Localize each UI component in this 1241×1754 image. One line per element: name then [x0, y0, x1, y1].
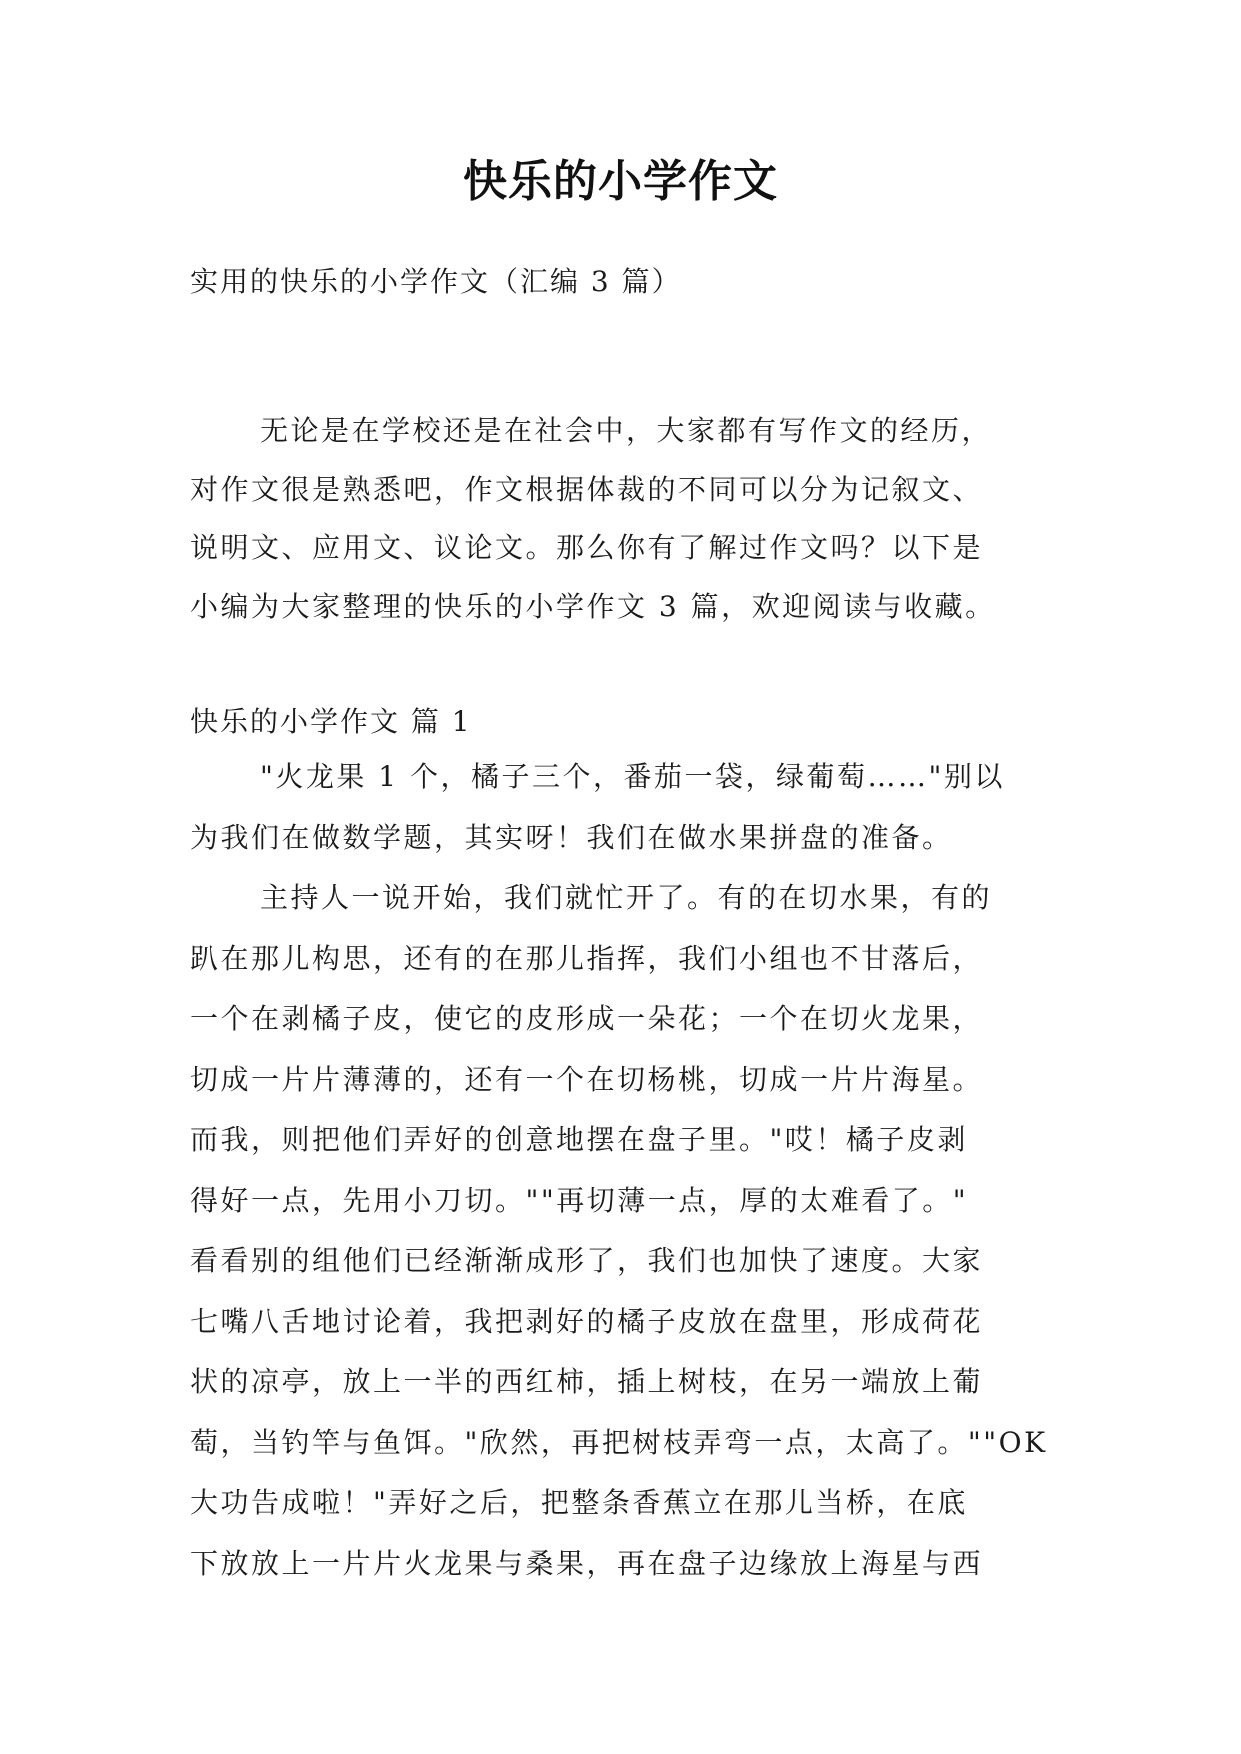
intro-line: 说明文、应用文、议论文。那么你有了解过作文吗？以下是 — [190, 531, 984, 564]
paragraph-line: "火龙果 1 个，橘子三个，番茄一袋，绿葡萄……"别以 — [260, 760, 1005, 793]
paragraph-line: 状的凉亭，放上一半的西红柿，插上树枝，在另一端放上葡 — [190, 1365, 984, 1398]
paragraph-line: 大功告成啦！"弄好之后，把整条香蕉立在那儿当桥，在底 — [190, 1486, 968, 1519]
paragraph-line: 看看别的组他们已经渐渐成形了，我们也加快了速度。大家 — [190, 1244, 984, 1277]
intro-paragraph — [190, 402, 1070, 636]
paragraph-line: 一个在剥橘子皮，使它的皮形成一朵花；一个在切火龙果， — [190, 1002, 984, 1035]
essay-paragraph-2 — [190, 868, 1070, 1594]
intro-line: 无论是在学校还是在社会中，大家都有写作文的经历， — [260, 414, 993, 447]
paragraph-line: 七嘴八舌地讨论着，我把剥好的橘子皮放在盘里，形成荷花 — [190, 1304, 984, 1338]
paragraph-line: 下放放上一片片火龙果与桑果，再在盘子边缘放上海星与西 — [190, 1546, 984, 1580]
document-title: 快乐的小学作文 — [463, 156, 778, 207]
intro-line: 对作文很是熟悉吧，作文根据体裁的不同可以分为记叙文、 — [190, 472, 984, 506]
document-subtitle: 实用的快乐的小学作文（汇编 3 篇） — [190, 265, 682, 298]
section-heading: 快乐的小学作文 篇 1 — [190, 705, 472, 738]
paragraph-line: 得好一点，先用小刀切。""再切薄一点，厚的太难看了。" — [190, 1183, 969, 1217]
paragraph-line: 为我们在做数学题，其实呀！我们在做水果拼盘的准备。 — [190, 820, 953, 854]
paragraph-line: 而我，则把他们弄好的创意地摆在盘子里。"哎！橘子皮剥 — [190, 1123, 968, 1156]
paragraph-line: 切成一片片薄薄的，还有一个在切杨桃，切成一片片海星。 — [190, 1062, 984, 1096]
paragraph-line: 主持人一说开始，我们就忙开了。有的在切水果，有的 — [260, 881, 993, 914]
intro-line: 小编为大家整理的快乐的小学作文 3 篇，欢迎阅读与收藏。 — [190, 589, 996, 623]
paragraph-line: 萄，当钓竿与鱼饵。"欣然，再把树枝弄弯一点，太高了。""OK — [190, 1425, 1048, 1459]
essay-paragraph-1 — [190, 747, 1070, 868]
paragraph-line: 趴在那儿构思，还有的在那儿指挥，我们小组也不甘落后， — [190, 941, 984, 975]
